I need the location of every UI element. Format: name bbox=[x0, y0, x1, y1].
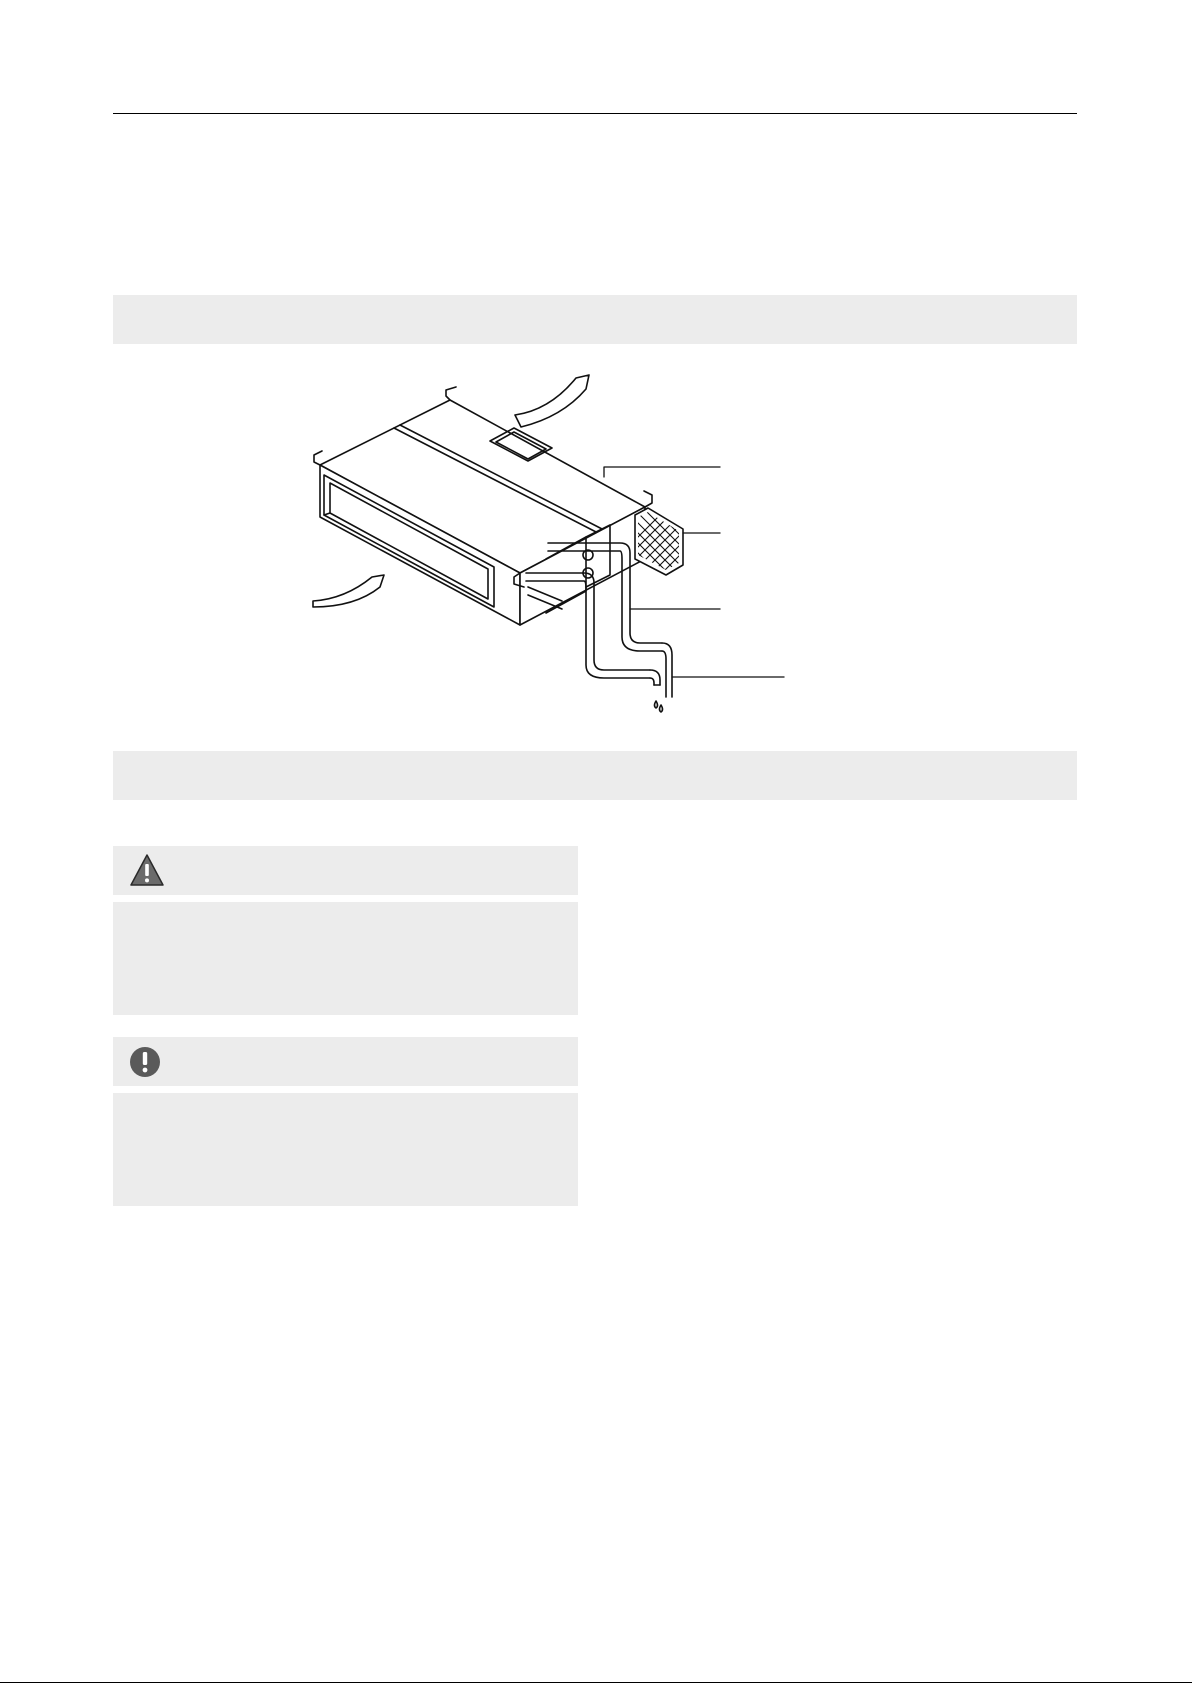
drain-drop-icon bbox=[655, 701, 663, 712]
section-heading-band bbox=[113, 295, 1077, 344]
footer-rule bbox=[0, 1682, 1192, 1683]
header-rule bbox=[113, 113, 1077, 114]
airflow-arrow-icon bbox=[313, 575, 384, 607]
indoor-unit-diagram bbox=[300, 365, 800, 730]
exclamation-circle-icon bbox=[127, 1044, 163, 1080]
warning-header bbox=[113, 846, 578, 895]
caution-header bbox=[113, 1037, 578, 1086]
caution-body bbox=[113, 1093, 578, 1206]
airflow-arrow-icon bbox=[515, 375, 589, 427]
subsection-heading-band bbox=[113, 751, 1077, 800]
warning-triangle-icon bbox=[129, 852, 165, 888]
warning-body bbox=[113, 902, 578, 1015]
